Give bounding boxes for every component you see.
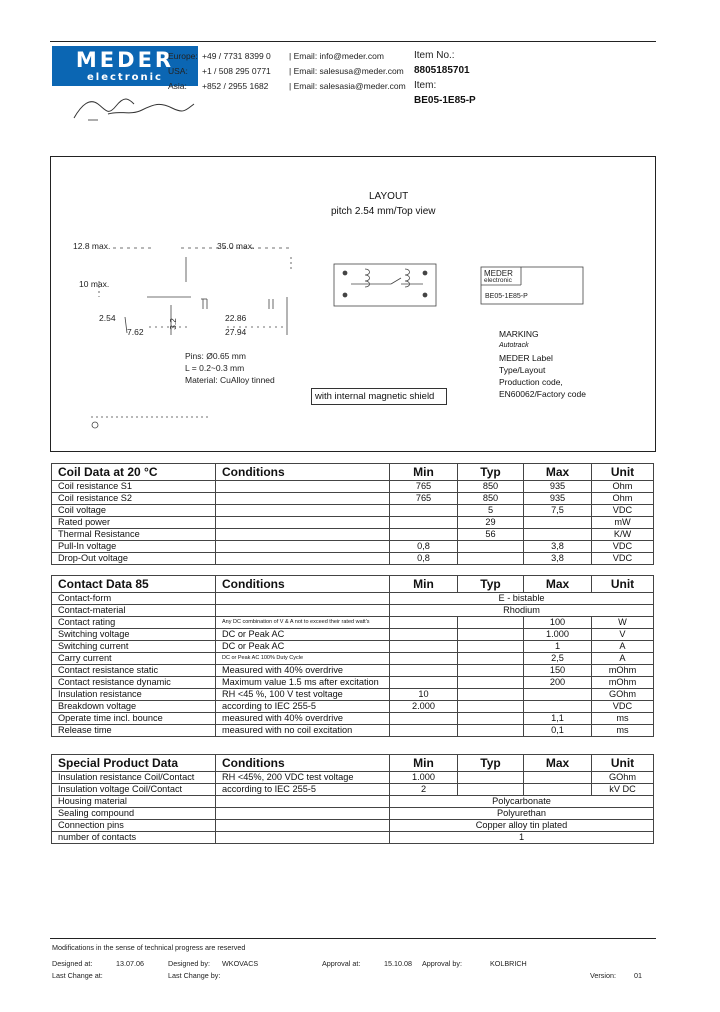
table-cell: Rhodium: [390, 605, 654, 617]
table-cell: Any DC combination of V & A not to exceed their rated watt's: [216, 617, 390, 629]
table-cell: RH <45%, 200 VDC test voltage: [216, 772, 390, 784]
table-cell: 0,1: [524, 725, 592, 737]
table-cell: [216, 605, 390, 617]
table-cell: 3,8: [524, 553, 592, 565]
table-cell: Contact resistance static: [52, 665, 216, 677]
table-cell: Release time: [52, 725, 216, 737]
table-row: [52, 784, 654, 796]
table-cell: number of contacts: [52, 832, 216, 844]
shield-note: with internal magnetic shield: [311, 388, 447, 405]
approval-by-value: KOLBRICH: [490, 959, 527, 968]
table-cell: GOhm: [592, 689, 654, 701]
table-cell: [458, 665, 524, 677]
table-row: [52, 553, 654, 565]
table-cell: Insulation resistance Coil/Contact: [52, 772, 216, 784]
table-cell: [216, 481, 390, 493]
contact-email: | Email: salesasia@meder.com: [289, 81, 406, 91]
label-item-code: BE05-1E85-P: [485, 293, 528, 300]
version-label: Version:: [590, 971, 616, 980]
table-cell: [524, 529, 592, 541]
table-row: [52, 505, 654, 517]
table-cell: Carry current: [52, 653, 216, 665]
label-electronic: electronic: [484, 277, 512, 284]
table-cell: A: [592, 653, 654, 665]
table-cell: 850: [458, 481, 524, 493]
table-cell: [390, 617, 458, 629]
table-cell: [390, 629, 458, 641]
dim-7-62-label: 7.62: [127, 327, 144, 337]
table-cell: [458, 701, 524, 713]
approval-at-label: Approval at:: [322, 959, 361, 968]
table-cell: Polyurethan: [390, 808, 654, 820]
dim-27-94-label: 27.94: [225, 327, 247, 337]
table-row: [52, 808, 654, 820]
table-row: [52, 541, 654, 553]
last-change-by-label: Last Change by:: [168, 971, 221, 980]
coil-data-table: [51, 463, 654, 565]
table-cell: 1,1: [524, 713, 592, 725]
table-row: [52, 653, 654, 665]
table-cell: [216, 593, 390, 605]
item-value: BE05-1E85-P: [414, 95, 476, 106]
table-cell: E - bistable: [390, 593, 654, 605]
table-row: [52, 725, 654, 737]
table-cell: Sealing compound: [52, 808, 216, 820]
table-row: [52, 772, 654, 784]
table-cell: [524, 689, 592, 701]
contact-email: | Email: salesusa@meder.com: [289, 66, 404, 76]
document-footer: [50, 938, 656, 980]
contact-row-usa: [168, 64, 417, 79]
table-cell: 5: [458, 505, 524, 517]
table-cell: Insulation voltage Coil/Contact: [52, 784, 216, 796]
table-cell: [390, 517, 458, 529]
special-product-table: [51, 754, 654, 844]
table-cell: [216, 820, 390, 832]
table-cell: [390, 665, 458, 677]
table-cell: 29: [458, 517, 524, 529]
table-cell: [458, 784, 524, 796]
table-cell: 0,8: [390, 553, 458, 565]
table-cell: [458, 677, 524, 689]
table-cell: mW: [592, 517, 654, 529]
table-cell: Ohm: [592, 481, 654, 493]
table-cell: 2.000: [390, 701, 458, 713]
table-cell: [458, 653, 524, 665]
table-cell: [524, 772, 592, 784]
table-cell: mOhm: [592, 677, 654, 689]
table-cell: [458, 629, 524, 641]
table-header-cell: Min: [390, 576, 458, 593]
table-cell: [390, 725, 458, 737]
table-header-cell: Conditions: [216, 464, 390, 481]
table-row: [52, 665, 654, 677]
table-cell: 1: [390, 832, 654, 844]
contact-region: USA:: [168, 66, 188, 76]
table-cell: 2: [390, 784, 458, 796]
table-row: [52, 493, 654, 505]
table-cell: VDC: [592, 505, 654, 517]
table-row: [52, 689, 654, 701]
table-cell: [216, 808, 390, 820]
table-cell: 935: [524, 481, 592, 493]
designed-at-label: Designed at:: [52, 959, 93, 968]
table-cell: ms: [592, 713, 654, 725]
table-cell: Contact resistance dynamic: [52, 677, 216, 689]
table-header-cell: Min: [390, 755, 458, 772]
table-cell: Housing material: [52, 796, 216, 808]
table-cell: measured with 40% overdrive: [216, 713, 390, 725]
pin-material-spec: Material: CuAlloy tinned: [185, 375, 275, 385]
table-cell: DC or Peak AC: [216, 641, 390, 653]
last-change-at-label: Last Change at:: [52, 971, 103, 980]
table-cell: 100: [524, 617, 592, 629]
table-cell: Contact rating: [52, 617, 216, 629]
table-cell: 2,5: [524, 653, 592, 665]
table-cell: VDC: [592, 701, 654, 713]
dim-3-2-label: 3.2: [167, 318, 178, 330]
table-header-cell: Typ: [458, 576, 524, 593]
logo-wordmark: MEDER: [75, 48, 175, 72]
table-cell: 765: [390, 493, 458, 505]
table-header-cell: Max: [524, 576, 592, 593]
table-header-cell: Conditions: [216, 576, 390, 593]
marking-line: Production code,: [499, 377, 563, 387]
table-row: [52, 629, 654, 641]
table-header-cell: Coil Data at 20 °C: [52, 464, 216, 481]
table-cell: Switching current: [52, 641, 216, 653]
table-cell: 1.000: [524, 629, 592, 641]
table-cell: W: [592, 617, 654, 629]
dim-35-label: 35.0 max.: [217, 241, 255, 251]
table-cell: [390, 529, 458, 541]
table-cell: [216, 493, 390, 505]
table-cell: RH <45 %, 100 V test voltage: [216, 689, 390, 701]
table-cell: [458, 725, 524, 737]
designed-by-label: Designed by:: [168, 959, 210, 968]
table-cell: Connection pins: [52, 820, 216, 832]
table-cell: Coil resistance S2: [52, 493, 216, 505]
contact-region: Europe:: [168, 51, 198, 61]
table-cell: according to IEC 255-5: [216, 701, 390, 713]
pins-spec: Pins: Ø0.65 mm: [185, 351, 246, 361]
table-row: [52, 605, 654, 617]
table-header-cell: Contact Data 85: [52, 576, 216, 593]
table-cell: 3,8: [524, 541, 592, 553]
item-no-value: 8805185701: [414, 65, 470, 76]
table-cell: [390, 653, 458, 665]
table-cell: Contact-material: [52, 605, 216, 617]
table-cell: Insulation resistance: [52, 689, 216, 701]
layout-drawing: [50, 156, 656, 452]
table-cell: 200: [524, 677, 592, 689]
table-row: [52, 641, 654, 653]
table-row: [52, 517, 654, 529]
table-row: [52, 593, 654, 605]
document-header: [50, 41, 656, 128]
table-cell: 10: [390, 689, 458, 701]
table-row: [52, 820, 654, 832]
table-header-row: [52, 755, 654, 772]
table-header-cell: Max: [524, 755, 592, 772]
logo-subtitle: electronic: [87, 72, 163, 83]
table-cell: [524, 701, 592, 713]
layout-title: LAYOUT: [369, 191, 409, 202]
slogan-signature-icon: [68, 90, 198, 124]
table-cell: Breakdown voltage: [52, 701, 216, 713]
dim-22-86-label: 22.86: [225, 313, 247, 323]
table-row: [52, 617, 654, 629]
table-cell: kV DC: [592, 784, 654, 796]
table-cell: Measured with 40% overdrive: [216, 665, 390, 677]
table-row: [52, 481, 654, 493]
contact-region: Asia:: [168, 81, 187, 91]
marking-line: MEDER Label: [499, 353, 553, 363]
table-cell: Polycarbonate: [390, 796, 654, 808]
pin-length-spec: L = 0.2~0.3 mm: [185, 363, 245, 373]
layout-subtitle: pitch 2.54 mm/Top view: [331, 206, 436, 217]
table-cell: Pull-In voltage: [52, 541, 216, 553]
table-cell: [216, 796, 390, 808]
table-cell: Ohm: [592, 493, 654, 505]
approval-at-value: 15.10.08: [384, 959, 412, 968]
dim-12-8-label: 12.8 max.: [73, 241, 111, 251]
contact-list: [168, 49, 417, 94]
table-header-cell: Typ: [458, 464, 524, 481]
table-cell: measured with no coil excitation: [216, 725, 390, 737]
table-cell: [216, 832, 390, 844]
contact-row-asia: [168, 79, 417, 94]
table-cell: [390, 641, 458, 653]
table-cell: [216, 541, 390, 553]
table-cell: VDC: [592, 553, 654, 565]
table-cell: [524, 517, 592, 529]
contact-row-europe: [168, 49, 417, 64]
table-cell: [216, 517, 390, 529]
table-header-cell: Typ: [458, 755, 524, 772]
table-row: [52, 713, 654, 725]
table-row: [52, 529, 654, 541]
table-header-cell: Max: [524, 464, 592, 481]
table-cell: [458, 772, 524, 784]
table-cell: Maximum value 1.5 ms after excitation: [216, 677, 390, 689]
table-cell: [458, 689, 524, 701]
table-cell: DC or Peak AC 100% Duty Cycle: [216, 653, 390, 665]
table-row: [52, 796, 654, 808]
version-value: 01: [634, 971, 642, 980]
table-cell: 850: [458, 493, 524, 505]
table-cell: [216, 505, 390, 517]
table-header-cell: Unit: [592, 755, 654, 772]
dim-10-label: 10 max.: [79, 279, 110, 289]
table-header-cell: Unit: [592, 464, 654, 481]
designed-by-value: WKOVACS: [222, 959, 259, 968]
table-cell: K/W: [592, 529, 654, 541]
contact-data-table: [51, 575, 654, 737]
table-cell: 7,5: [524, 505, 592, 517]
table-cell: mOhm: [592, 665, 654, 677]
table-cell: Copper alloy tin plated: [390, 820, 654, 832]
table-cell: Operate time incl. bounce: [52, 713, 216, 725]
table-cell: V: [592, 629, 654, 641]
modification-note: Modifications in the sense of technical progress are reserved: [52, 943, 246, 952]
table-cell: Coil voltage: [52, 505, 216, 517]
marking-line: MARKING: [499, 329, 539, 339]
contact-phone: +852 / 2955 1682: [202, 81, 269, 91]
table-cell: Coil resistance S1: [52, 481, 216, 493]
table-cell: [524, 784, 592, 796]
table-cell: [458, 713, 524, 725]
marking-legend: [499, 328, 586, 400]
item-label: Item:: [414, 80, 437, 91]
table-cell: [216, 529, 390, 541]
table-row: [52, 677, 654, 689]
contact-phone: +49 / 7731 8399 0: [202, 51, 271, 61]
table-cell: 0,8: [390, 541, 458, 553]
table-header-cell: Special Product Data: [52, 755, 216, 772]
table-cell: Rated power: [52, 517, 216, 529]
table-cell: [216, 553, 390, 565]
table-header-row: [52, 576, 654, 593]
table-cell: [390, 505, 458, 517]
table-cell: Switching voltage: [52, 629, 216, 641]
table-cell: [390, 677, 458, 689]
table-cell: [458, 641, 524, 653]
contact-phone: +1 / 508 295 0771: [202, 66, 271, 76]
dim-2-54-label: 2.54: [99, 313, 116, 323]
table-cell: 765: [390, 481, 458, 493]
table-header-cell: Min: [390, 464, 458, 481]
designed-at-value: 13.07.06: [116, 959, 144, 968]
marking-line: Autotrack: [499, 342, 529, 349]
table-cell: 935: [524, 493, 592, 505]
table-cell: [390, 713, 458, 725]
table-cell: [458, 541, 524, 553]
item-no-label: Item No.:: [414, 50, 455, 61]
table-cell: VDC: [592, 541, 654, 553]
table-cell: ms: [592, 725, 654, 737]
label-meder: MEDER: [484, 269, 513, 278]
table-cell: 1: [524, 641, 592, 653]
table-cell: Thermal Resistance: [52, 529, 216, 541]
table-cell: 150: [524, 665, 592, 677]
marking-line: EN60062/Factory code: [499, 389, 586, 399]
table-cell: GOhm: [592, 772, 654, 784]
table-cell: 1.000: [390, 772, 458, 784]
table-cell: according to IEC 255-5: [216, 784, 390, 796]
table-cell: Contact-form: [52, 593, 216, 605]
item-info: [414, 48, 476, 108]
table-cell: DC or Peak AC: [216, 629, 390, 641]
table-row: [52, 832, 654, 844]
table-cell: 56: [458, 529, 524, 541]
table-cell: A: [592, 641, 654, 653]
approval-by-label: Approval by:: [422, 959, 462, 968]
table-header-row: [52, 464, 654, 481]
table-cell: [458, 553, 524, 565]
table-header-cell: Unit: [592, 576, 654, 593]
table-header-cell: Conditions: [216, 755, 390, 772]
contact-email: | Email: info@meder.com: [289, 51, 384, 61]
table-row: [52, 701, 654, 713]
relay-dimension-drawing-icon: [51, 157, 657, 453]
marking-line: Type/Layout: [499, 365, 546, 375]
table-cell: [458, 617, 524, 629]
table-cell: Drop-Out voltage: [52, 553, 216, 565]
